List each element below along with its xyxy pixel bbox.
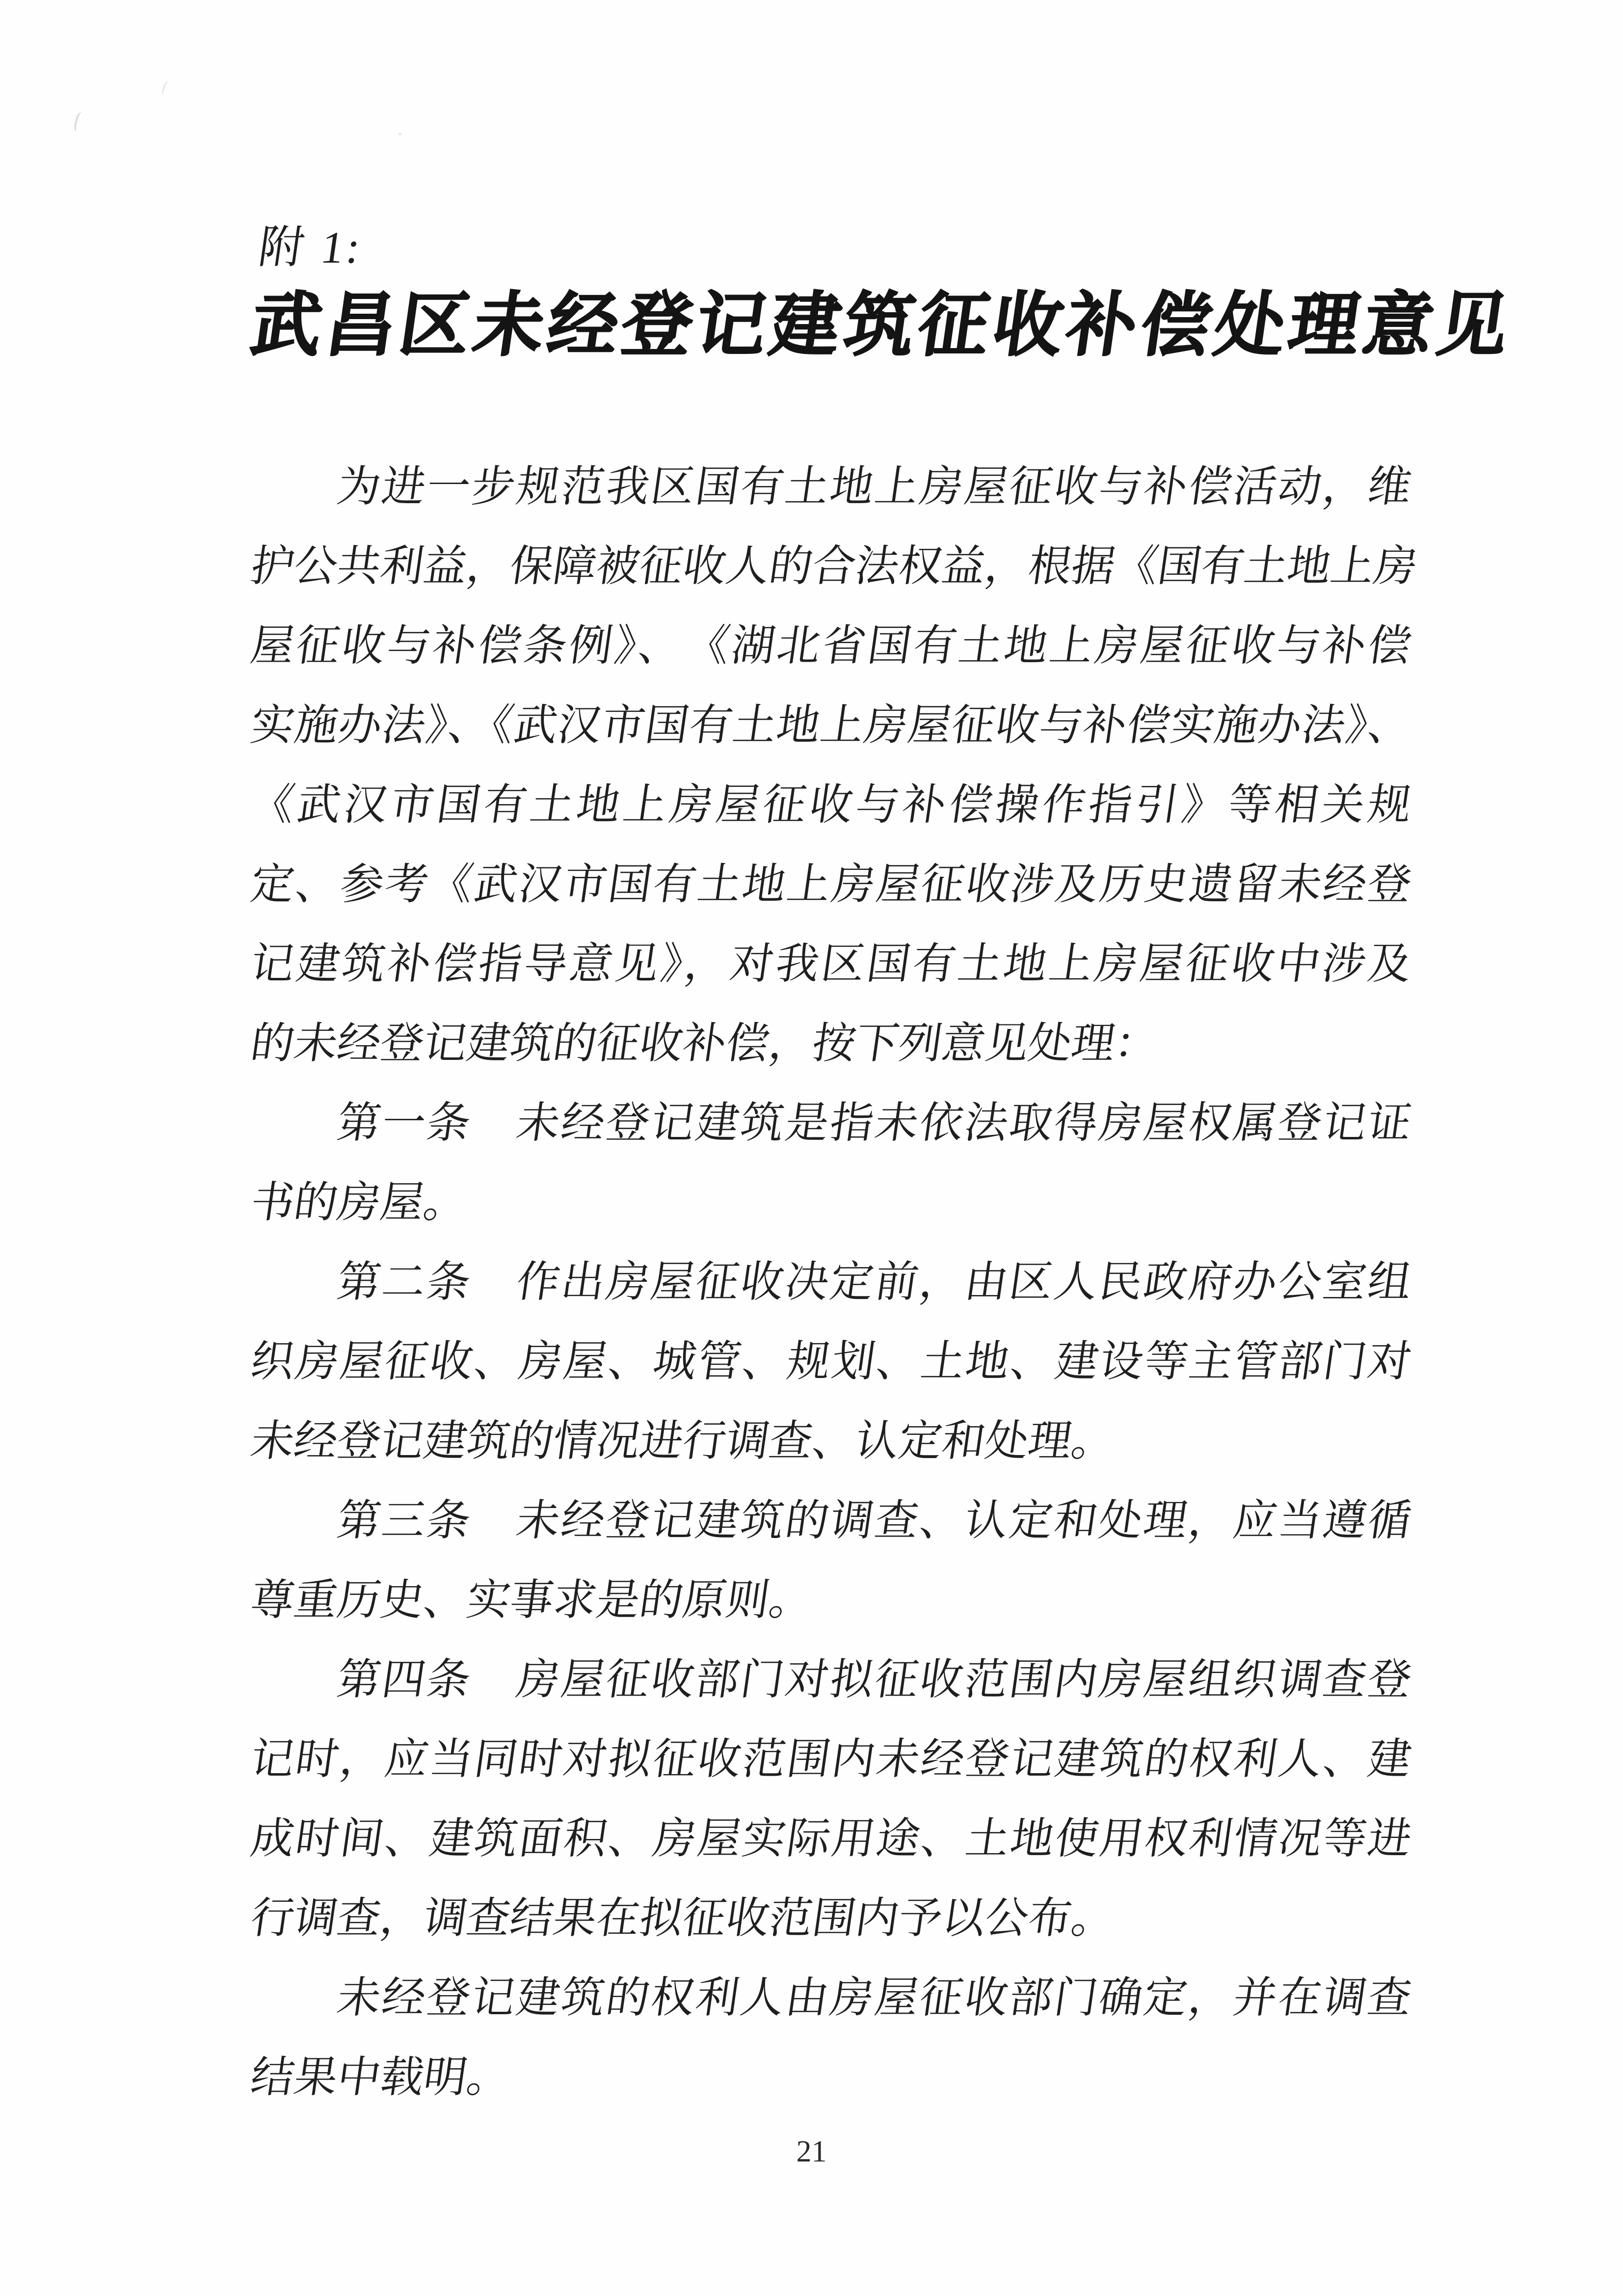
body-line: 屋征收与补偿条例》、 《湖北省国有土地上房屋征收与补偿: [247, 622, 1415, 670]
attachment-label: 附 1:: [255, 222, 366, 272]
scan-artifact: [160, 80, 172, 97]
body-line: 定、参考《武汉市国有土地上房屋征收涉及历史遗留未经登: [247, 861, 1415, 909]
body-line: 第一条 未经登记建筑是指未依法取得房屋权属登记证: [334, 1100, 1415, 1147]
body-line: 《武汉市国有土地上房屋征收与补偿操作指引》等相关规: [247, 782, 1415, 829]
document-title: 武昌区未经登记建筑征收补偿处理意见: [246, 286, 1517, 364]
body-line: 未经登记建筑的情况进行调查、认定和处理。: [247, 1418, 1118, 1465]
body-line: 书的房屋。: [247, 1179, 471, 1227]
scan-artifact: [399, 133, 401, 135]
body-line: 结果中载明。: [247, 2054, 514, 2102]
body-line: 第二条 作出房屋征收决定前，由区人民政府办公室组: [334, 1259, 1415, 1306]
body-line: 护公共利益，保障被征收人的合法权益，根据《国有土地上房: [247, 543, 1421, 591]
body-line: 记建筑补偿指导意见》，对我区国有土地上房屋征收中涉及: [247, 941, 1415, 988]
body-line: 的未经登记建筑的征收补偿，按下列意见处理：: [247, 1020, 1162, 1068]
page-number: 21: [796, 2135, 827, 2168]
body-line: 实施办法》、《武汉市国有土地上房屋征收与补偿实施办法》、: [247, 702, 1415, 750]
body-line: 第三条 未经登记建筑的调查、认定和处理，应当遵循: [334, 1497, 1415, 1545]
body-line: 行调查，调查结果在拟征收范围内予以公布。: [247, 1895, 1118, 1943]
body-line: 成时间、建筑面积、房屋实际用途、土地使用权利情况等进: [247, 1815, 1415, 1863]
body-line: 第四条 房屋征收部门对拟征收范围内房屋组织调查登: [334, 1656, 1415, 1704]
body-line: 未经登记建筑的权利人由房屋征收部门确定，并在调查: [334, 1974, 1415, 2022]
document-body: [245, 448, 1421, 2118]
body-line: 尊重历史、实事求是的原则。: [247, 1577, 816, 1624]
body-line: 织房屋征收、房屋、城管、规划、土地、建设等主管部门对: [247, 1338, 1415, 1386]
body-line: 为进一步规范我区国有土地上房屋征收与补偿活动，维: [334, 463, 1415, 511]
body-line: 记时，应当同时对拟征收范围内未经登记建筑的权利人、建: [247, 1736, 1415, 1783]
scan-artifact: [73, 111, 86, 133]
